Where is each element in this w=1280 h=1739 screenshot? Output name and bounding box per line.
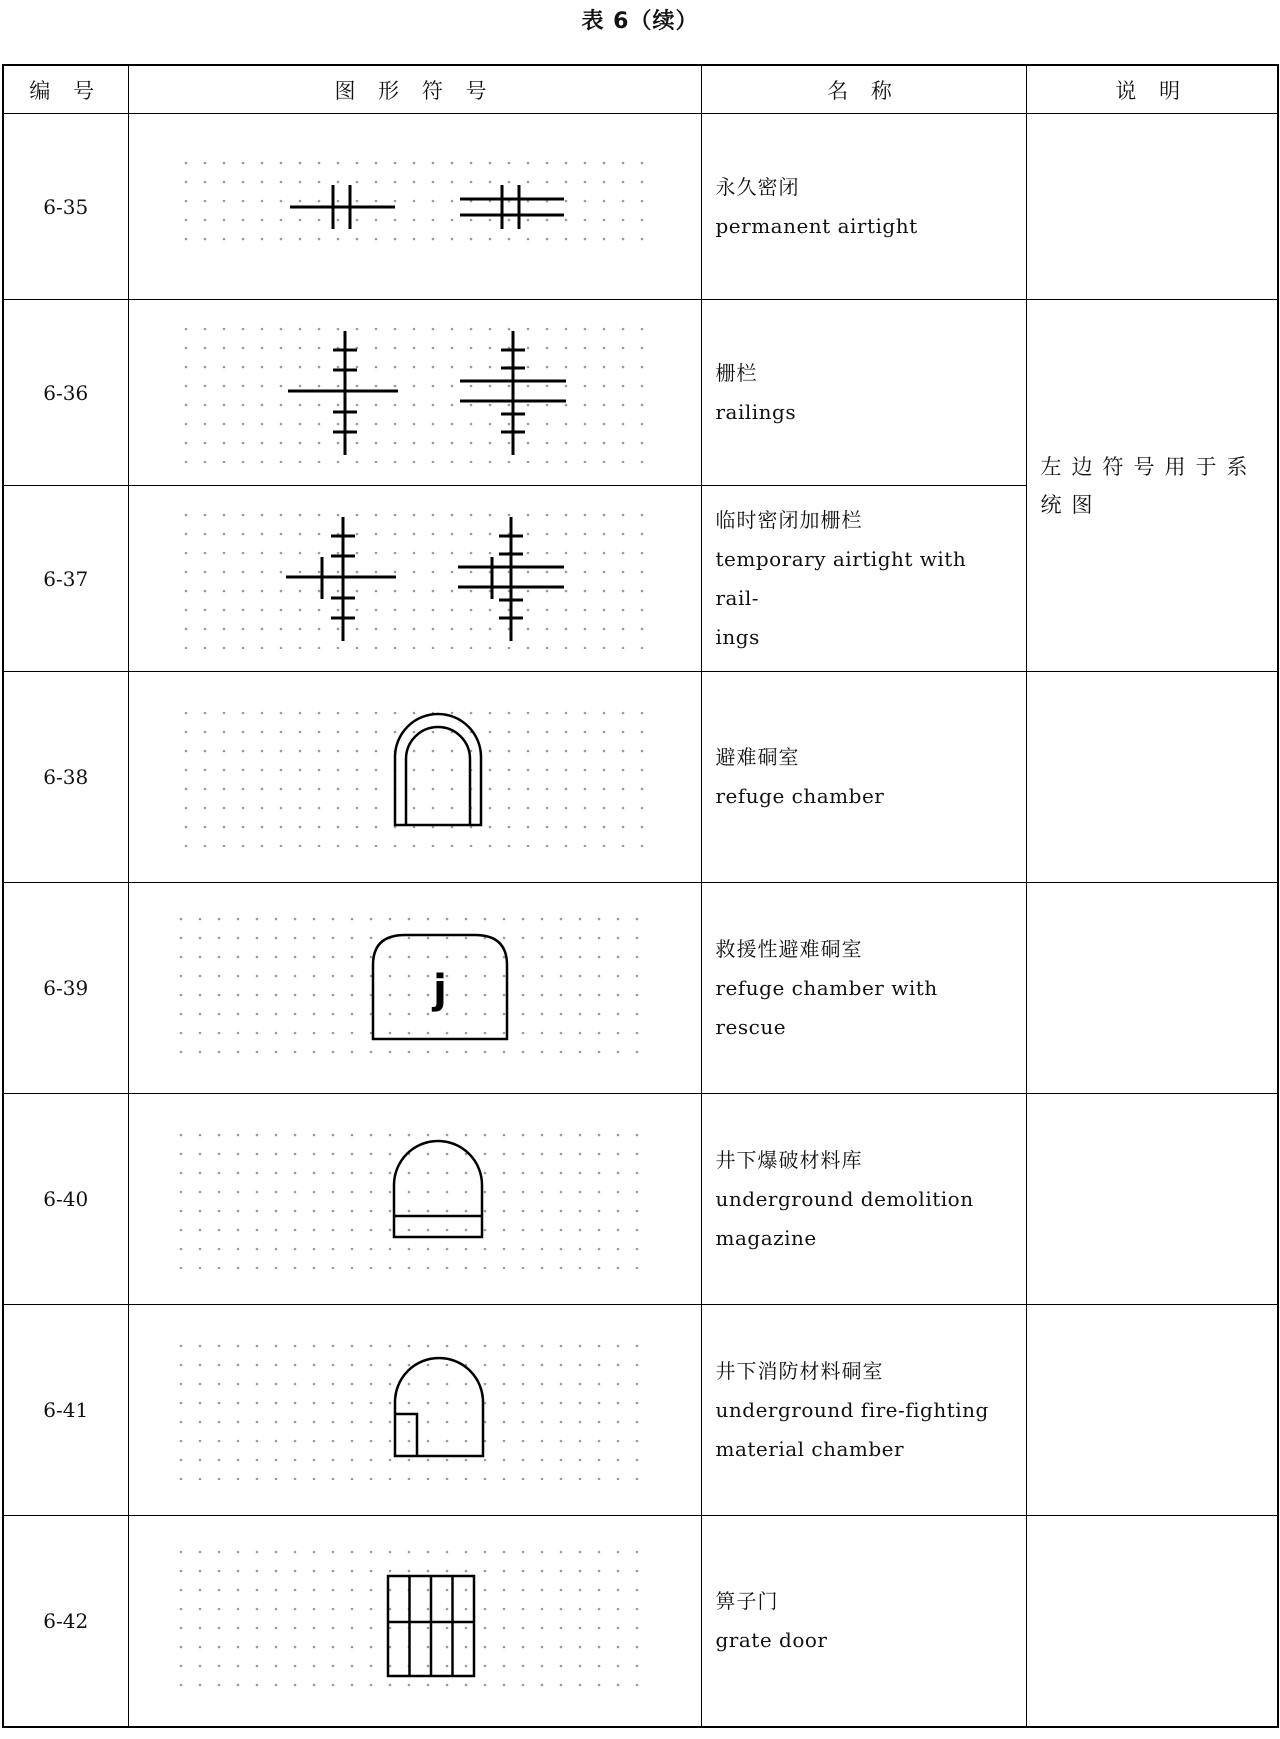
- fire-fighting-chamber-symbol: [175, 1340, 655, 1480]
- name-zh: 栅栏: [715, 360, 758, 385]
- symbol-table: [2, 64, 1279, 1728]
- symbol-letter: j: [432, 967, 447, 1013]
- table-row: [3, 1305, 1278, 1516]
- note-cell: 左边符号用于系统图: [1026, 300, 1278, 672]
- row-code: 6-39: [3, 883, 128, 1094]
- table-row: [3, 114, 1278, 300]
- header-name: 名 称: [701, 65, 1026, 114]
- name-en: railings: [715, 399, 797, 424]
- note-cell: [1026, 114, 1278, 300]
- header-symbol: 图 形 符 号: [128, 65, 701, 114]
- table-row: [3, 1094, 1278, 1305]
- name-en: underground fire-fighting: [715, 1397, 989, 1422]
- name-en: underground demolition: [715, 1186, 974, 1211]
- table-row: [3, 1516, 1278, 1727]
- table-header-row: [3, 65, 1278, 114]
- table-row: [3, 672, 1278, 883]
- name-zh: 永久密闭: [715, 174, 800, 199]
- permanent-airtight-symbol: [180, 157, 650, 257]
- table-row: [3, 300, 1278, 486]
- name-cell: [701, 486, 1026, 672]
- symbol-cell: [128, 1305, 701, 1516]
- symbol-cell: [128, 486, 701, 672]
- name-en: refuge chamber: [715, 784, 885, 808]
- name-cell: [701, 1094, 1026, 1305]
- grate-door-symbol: [175, 1546, 655, 1696]
- name-zh: 井下消防材料硐室: [715, 1358, 884, 1383]
- railings-symbol: [180, 323, 650, 463]
- symbol-cell: [128, 1516, 701, 1727]
- name-en-continued: ings: [715, 624, 760, 649]
- name-en: permanent airtight: [715, 213, 918, 238]
- symbol-cell: [128, 883, 701, 1094]
- name-en-continued: magazine: [715, 1225, 817, 1250]
- note-cell: [1026, 672, 1278, 883]
- row-code: 6-41: [3, 1305, 128, 1516]
- name-zh: 救援性避难硐室: [715, 936, 863, 961]
- note-cell: [1026, 1094, 1278, 1305]
- name-zh: 井下爆破材料库: [715, 1147, 863, 1172]
- symbol-cell: [128, 672, 701, 883]
- row-code: 6-42: [3, 1516, 128, 1727]
- row-code: 6-35: [3, 114, 128, 300]
- note-cell: [1026, 1305, 1278, 1516]
- temporary-airtight-railings-symbol: [180, 509, 650, 649]
- symbol-cell: [128, 1094, 701, 1305]
- name-zh: 临时密闭加栅栏: [715, 507, 863, 532]
- name-cell: [701, 114, 1026, 300]
- header-code: 编 号: [3, 65, 128, 114]
- refuge-chamber-symbol: [180, 707, 650, 847]
- name-en-continued: material chamber: [715, 1436, 905, 1461]
- header-note: 说 明: [1026, 65, 1278, 114]
- note-cell: [1026, 883, 1278, 1094]
- name-cell: [701, 672, 1026, 883]
- row-code: 6-37: [3, 486, 128, 672]
- row-code: 6-36: [3, 300, 128, 486]
- note-cell: [1026, 1516, 1278, 1727]
- name-en: temporary airtight with rail-: [715, 546, 967, 610]
- name-cell: [701, 300, 1026, 486]
- name-zh: 箅子门: [715, 1588, 779, 1613]
- name-cell: [701, 883, 1026, 1094]
- demolition-magazine-symbol: [175, 1129, 655, 1269]
- table-caption: 表 6（续）: [581, 9, 699, 34]
- row-code: 6-38: [3, 672, 128, 883]
- name-cell: [701, 1305, 1026, 1516]
- name-en: refuge chamber with rescue: [715, 975, 938, 1039]
- symbol-cell: [128, 114, 701, 300]
- name-en: grate door: [715, 1627, 828, 1652]
- rescue-refuge-chamber-symbol: [175, 913, 655, 1063]
- table-row: [3, 883, 1278, 1094]
- symbol-cell: [128, 300, 701, 486]
- name-zh: 避难硐室: [715, 745, 800, 769]
- name-cell: [701, 1516, 1026, 1727]
- row-code: 6-40: [3, 1094, 128, 1305]
